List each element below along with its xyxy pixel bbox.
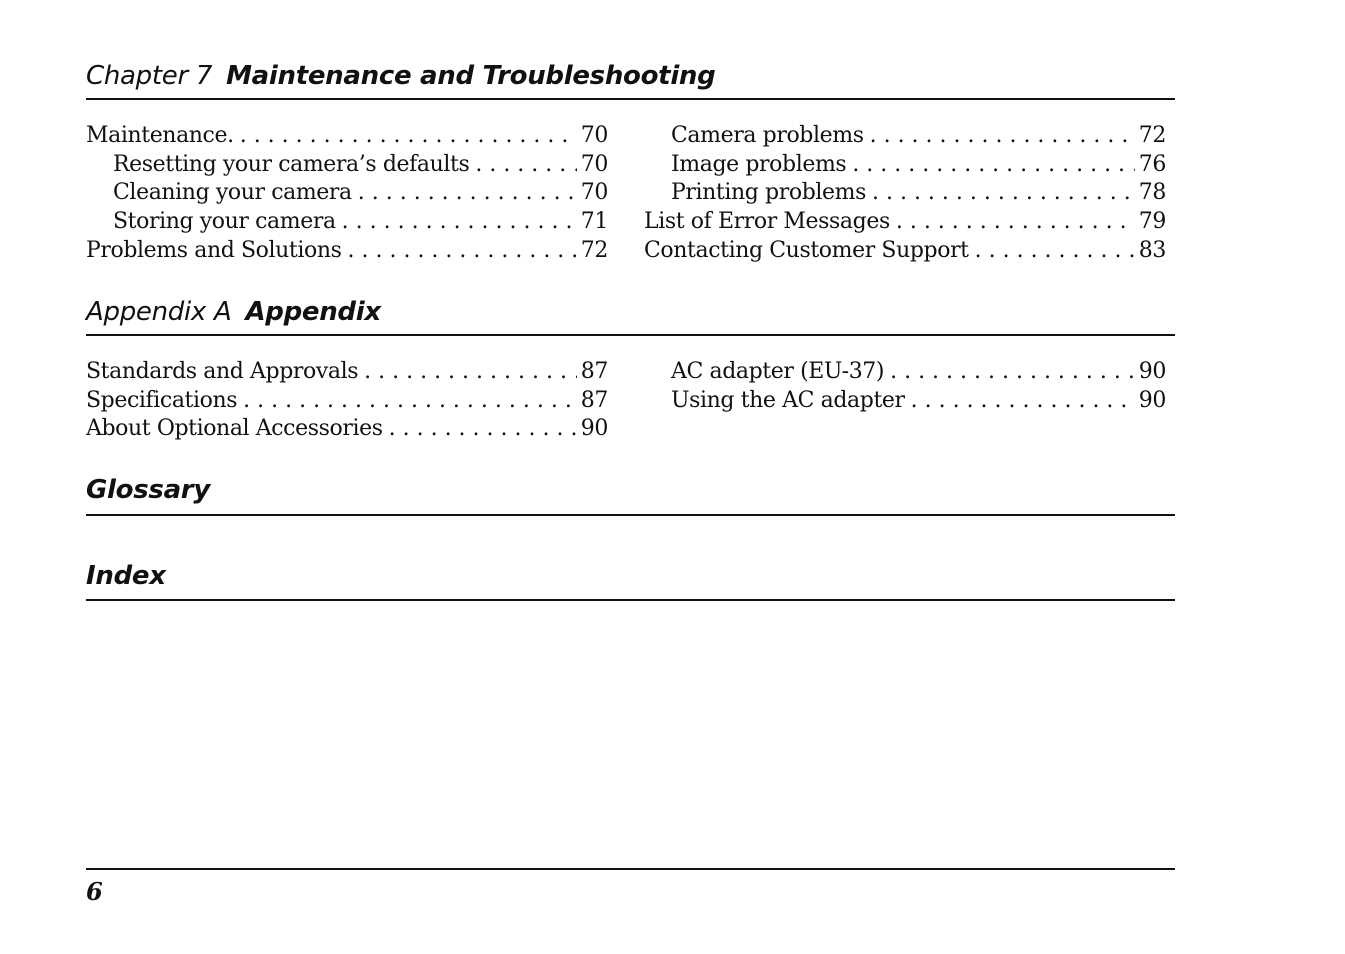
appendix-a-heading	[86, 296, 1175, 328]
dot-leader	[870, 122, 1135, 151]
toc-entry-page-number: 87	[580, 359, 608, 384]
chapter-7-prefix: Chapter 7	[86, 61, 213, 91]
chapter-7-left-column	[86, 122, 608, 265]
toc-entry-label: Using the AC adapter	[671, 387, 905, 413]
dot-leader	[240, 122, 577, 151]
dot-leader	[389, 415, 577, 444]
chapter-7-title: Maintenance and Troubleshooting	[226, 61, 716, 91]
dot-leader	[475, 151, 576, 180]
toc-entry[interactable]	[644, 151, 1166, 180]
dot-leader	[975, 237, 1135, 266]
dot-leader	[896, 208, 1135, 237]
toc-entry-label: Specifications	[86, 387, 238, 413]
toc-entry-page-number: 90	[1138, 387, 1166, 413]
toc-entry-page-number: 70	[580, 151, 608, 177]
dot-leader	[364, 358, 577, 387]
appendix-a-right-column	[644, 358, 1166, 415]
index-section	[86, 560, 1175, 592]
glossary-title: Glossary	[86, 475, 210, 505]
toc-entry[interactable]	[644, 208, 1166, 237]
toc-entry-label: Maintenance.	[86, 123, 234, 148]
toc-entry[interactable]	[644, 122, 1166, 151]
toc-entry[interactable]	[86, 358, 608, 387]
toc-entry-label: List of Error Messages	[644, 209, 890, 235]
toc-page	[86, 0, 1175, 954]
toc-entry[interactable]	[86, 208, 608, 237]
toc-entry[interactable]	[86, 387, 608, 416]
toc-entry-label: About Optional Accessories	[86, 416, 383, 442]
toc-entry[interactable]	[644, 179, 1166, 208]
appendix-a-prefix: Appendix A	[86, 297, 232, 327]
dot-leader	[872, 179, 1135, 208]
toc-entry-label: AC adapter (EU-37)	[671, 359, 885, 384]
toc-entry-label: Image problems	[671, 151, 847, 177]
appendix-a-left-column	[86, 358, 608, 444]
toc-entry-label: Resetting your camera’s defaults	[113, 151, 470, 177]
dot-leader	[342, 208, 577, 237]
chapter-7-heading	[86, 60, 1175, 92]
index-title: Index	[86, 561, 166, 591]
appendix-a-section	[86, 296, 1175, 442]
toc-entry-label: Camera problems	[671, 123, 864, 148]
toc-entry-page-number: 76	[1138, 151, 1166, 177]
footer-rule	[86, 868, 1175, 870]
toc-entry-label: Contacting Customer Support	[644, 237, 969, 263]
toc-entry-page-number: 78	[1138, 180, 1166, 206]
dot-leader	[890, 358, 1135, 387]
toc-entry[interactable]	[86, 237, 608, 266]
glossary-heading	[86, 474, 1175, 506]
toc-entry-page-number: 90	[1138, 359, 1166, 384]
toc-entry[interactable]	[86, 415, 608, 444]
toc-entry-page-number: 70	[580, 123, 608, 148]
toc-entry-label: Printing problems	[671, 180, 866, 206]
toc-entry[interactable]	[644, 387, 1166, 416]
chapter-7-right-column	[644, 122, 1166, 265]
appendix-a-rule	[86, 334, 1175, 336]
dot-leader	[852, 151, 1134, 180]
glossary-section	[86, 474, 1175, 506]
toc-entry[interactable]	[644, 237, 1166, 266]
toc-entry-label: Problems and Solutions	[86, 237, 342, 263]
dot-leader	[348, 237, 577, 266]
chapter-7-section	[86, 60, 1175, 263]
toc-entry[interactable]	[86, 151, 608, 180]
toc-entry-label: Standards and Approvals	[86, 359, 359, 384]
glossary-rule	[86, 514, 1175, 516]
dot-leader	[911, 387, 1135, 416]
toc-entry-page-number: 70	[580, 180, 608, 206]
toc-entry-page-number: 87	[580, 387, 608, 413]
toc-entry-label: Storing your camera	[113, 209, 336, 235]
dot-leader	[358, 179, 577, 208]
appendix-a-title: Appendix	[245, 297, 381, 327]
toc-entry-page-number: 71	[580, 209, 608, 235]
page-number: 6	[86, 877, 103, 906]
index-rule	[86, 599, 1175, 601]
toc-entry-page-number: 72	[580, 237, 608, 263]
toc-entry-page-number: 90	[580, 416, 608, 442]
index-heading	[86, 560, 1175, 592]
toc-entry-page-number: 79	[1138, 209, 1166, 235]
toc-entry[interactable]	[86, 179, 608, 208]
toc-entry-page-number: 83	[1138, 237, 1166, 263]
chapter-7-rule	[86, 98, 1175, 100]
toc-entry-label: Cleaning your camera	[113, 180, 352, 206]
toc-entry[interactable]	[86, 122, 608, 151]
dot-leader	[243, 387, 577, 416]
toc-entry[interactable]	[644, 358, 1166, 387]
toc-entry-page-number: 72	[1138, 123, 1166, 148]
